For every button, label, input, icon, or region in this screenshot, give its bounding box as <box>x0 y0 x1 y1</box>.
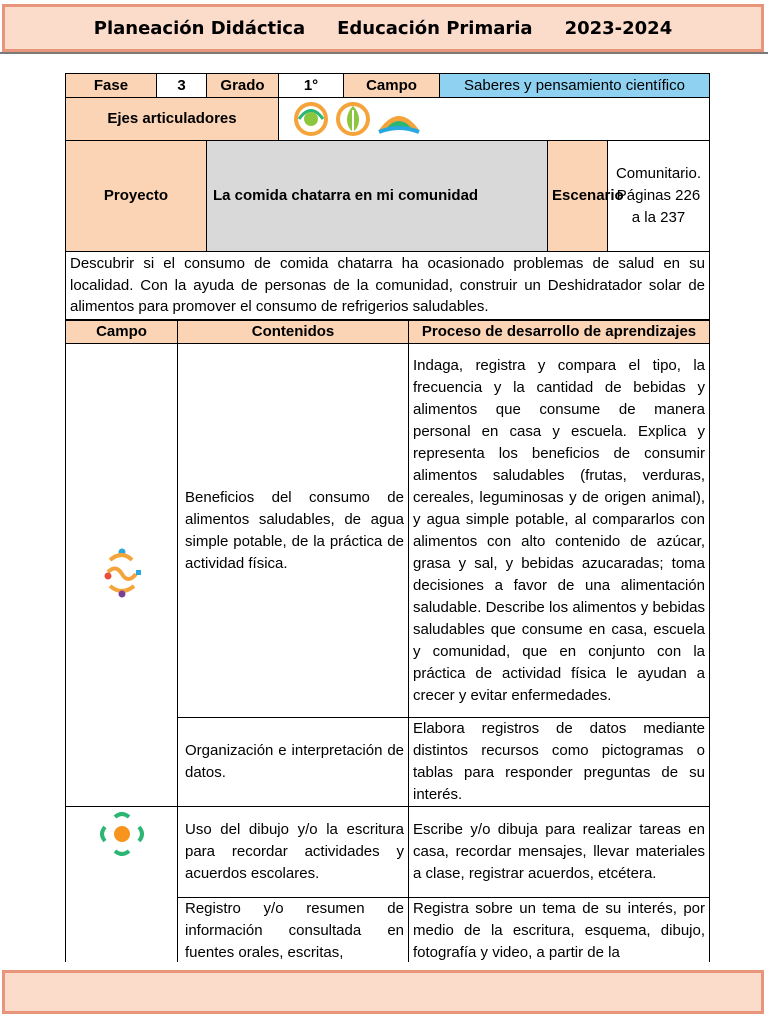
campo-label: Campo <box>344 74 440 98</box>
project-description: Descubrir si el consumo de comida chatarra ha ocasionado problemas de salud en su localidad. Con la ayuda de personas de la comunidad, construir un Deshidratador solar de alimentos para promover el consumo de refrigerios saludables. <box>66 252 710 320</box>
header-level: Educación Primaria <box>337 17 533 39</box>
lenguajes-field-icon <box>97 809 147 859</box>
col-proceso-header: Proceso de desarrollo de aprendizajes <box>409 321 710 344</box>
contenido-4: Registro y/o resumen de información consultada en fuentes orales, escritas, <box>178 898 409 963</box>
fase-value: 3 <box>157 74 207 98</box>
inclusion-icon <box>291 100 331 138</box>
saberes-field-icon <box>100 546 144 598</box>
header-title: Planeación Didáctica <box>93 17 306 39</box>
proyecto-label: Proyecto <box>66 141 207 252</box>
contenido-3: Uso del dibujo y/o la escritura para recordar actividades y acuerdos escolares. <box>178 807 409 898</box>
vida-saludable-icon <box>333 100 373 138</box>
contenido-1: Beneficios del consumo de alimentos saludables, de agua simple potable, de la práctica de actividad física. <box>178 344 409 718</box>
proceso-3: Escribe y/o dibuja para realizar tareas en casa, recordar mensajes, llevar materiales a clase, registrar acuerdos, etcétera. <box>409 807 710 898</box>
proceso-4: Registra sobre un tema de su interés, por medio de la escritura, esquema, dibujo, fotografía y video, a partir de la <box>409 898 710 963</box>
ejes-icons-cell <box>279 98 710 141</box>
header-banner <box>2 4 764 52</box>
col-contenidos-header: Contenidos <box>178 321 409 344</box>
campo-value: Saberes y pensamiento científico <box>440 74 710 98</box>
proceso-1: Indaga, registra y compara el tipo, la frecuencia y la cantidad de bebidas y alimentos que consume de manera personal en casa y escuela. Explica y representa los beneficios de consumir alimentos saludables (frutas, verduras, cereales, leguminosas y de origen animal), y agua simple potable, al compararlos con alimentos con alto contenido de azúcar, grasa y sal, y bebidas azucaradas; toma decisiones a favor de una alimentación saludable. Describe los alimentos y bebidas saludables que consume en casa, escuela y comunidad, que en conjunto con la práctica de actividad física le ayudan a crecer y evitar enfermedades. <box>409 344 710 718</box>
grado-value: 1° <box>279 74 344 98</box>
header-cycle: 2023-2024 <box>564 17 673 39</box>
footer-banner <box>2 970 764 1014</box>
campo-saberes-cell <box>66 344 178 807</box>
escenario-label: Escenario <box>548 141 608 252</box>
grado-label: Grado <box>207 74 279 98</box>
proceso-2: Elabora registros de datos mediante distintos recursos como pictogramas o tablas para responder preguntas de su interés. <box>409 718 710 807</box>
proyecto-value: La comida chatarra en mi comunidad <box>207 141 548 252</box>
fase-label: Fase <box>66 74 157 98</box>
escenario-value: Comunitario. Páginas 226 a la 237 <box>608 141 710 252</box>
content-viewport <box>0 320 768 962</box>
interculturalidad-icon <box>375 100 423 138</box>
info-table <box>65 73 710 320</box>
campo-lenguajes-cell <box>66 807 178 963</box>
content-table <box>65 320 710 962</box>
ejes-label: Ejes articuladores <box>66 98 279 141</box>
col-campo-header: Campo <box>66 321 178 344</box>
banner-shadow <box>0 52 768 54</box>
contenido-2: Organización e interpretación de datos. <box>178 718 409 807</box>
